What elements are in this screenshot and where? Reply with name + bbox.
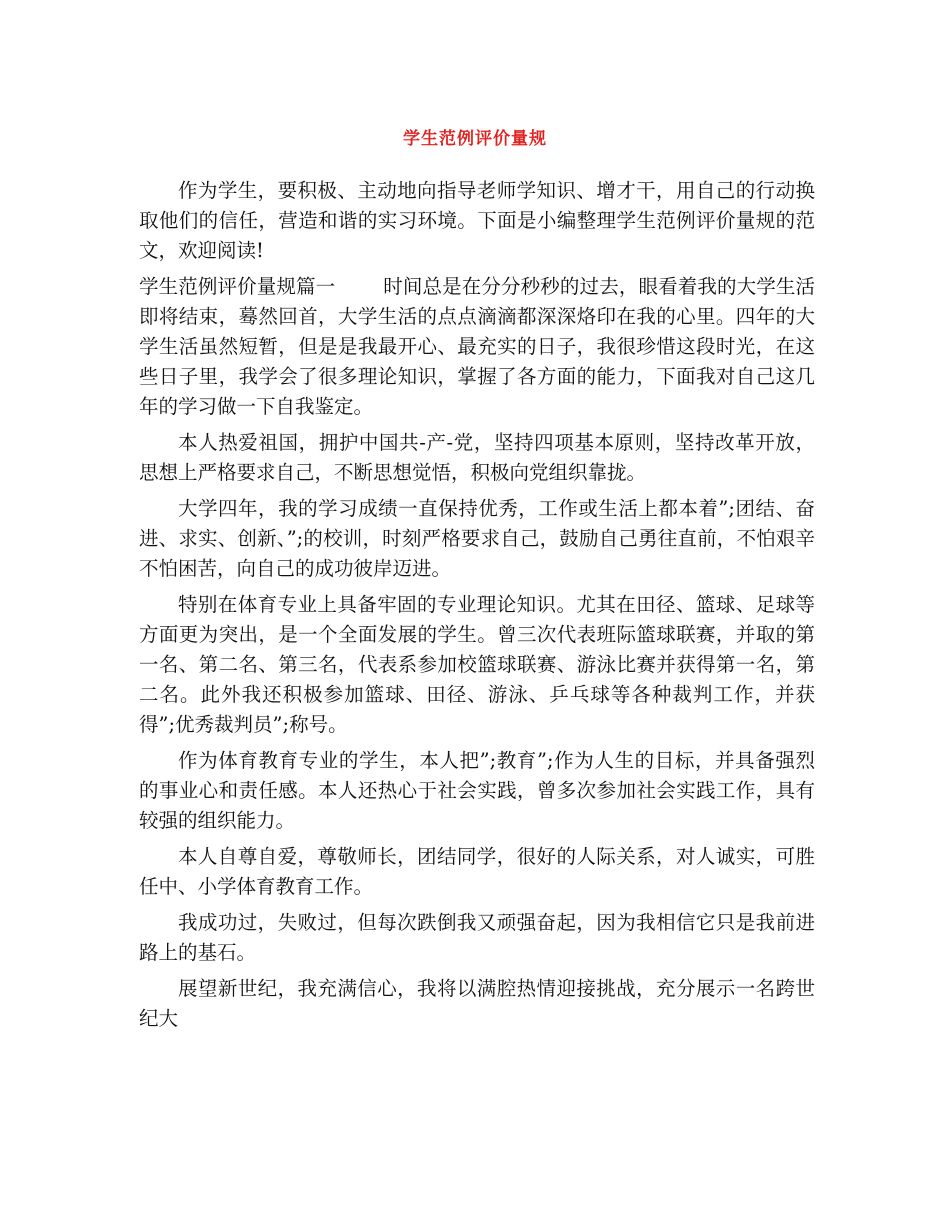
section-heading: 学生范例评价量规篇一 xyxy=(139,275,336,298)
section-text: 时间总是在分分秒秒的过去，眼看着我的大学生活即将结束，蓦然回首，大学生活的点点滴滴都深深烙印在我的心里。四年的大学生活虽然短暂，但是是我最开心、最充实的日子，我很珍惜这段时光，在这些日子里，我学会了很多理论知识，掌握了各方面的能力，下面我对自己这几年的学习做一下自我鉴定。 xyxy=(139,275,815,418)
body-paragraph: 特别在体育专业上具备牢固的专业理论知识。尤其在田径、篮球、足球等方面更为突出，是一个全面发展的学生。曾三次代表班际篮球联赛，并取的第一名、第二名、第三名，代表系参加校篮球联赛、游泳比赛并获得第一名，第二名。此外我还积极参加篮球、田径、游泳、乒乓球等各种裁判工作，并获得”;优秀裁判员”;称号。 xyxy=(139,593,815,736)
intro-paragraph: 作为学生，要积极、主动地向指导老师学知识、增才干，用自己的行动换取他们的信任，营造和谐的实习环境。下面是小编整理学生范例评价量规的范文，欢迎阅读! xyxy=(139,179,815,262)
body-paragraph: 我成功过，失败过，但每次跌倒我又顽强奋起，因为我相信它只是我前进路上的基石。 xyxy=(139,911,815,964)
body-paragraph: 作为体育教育专业的学生，本人把”;教育”;作为人生的目标，并具备强烈的事业心和责任感。本人还热心于社会实践，曾多次参加社会实践工作，具有较强的组织能力。 xyxy=(139,749,815,832)
document-title: 学生范例评价量规 xyxy=(403,129,547,149)
body-paragraph: 本人热爱祖国，拥护中国共-产-党，坚持四项基本原则，坚持改革开放，思想上严格要求自己，不断思想觉悟，积极向党组织靠拢。 xyxy=(139,431,815,484)
body-paragraph: 展望新世纪，我充满信心，我将以满腔热情迎接挑战，充分展示一名跨世纪大 xyxy=(139,977,815,1030)
body-paragraph: 本人自尊自爱，尊敬师长，团结同学，很好的人际关系，对人诚实，可胜任中、小学体育教育工作。 xyxy=(139,845,815,898)
document-body xyxy=(139,176,815,1040)
body-paragraph: 大学四年，我的学习成绩一直保持优秀，工作或生活上都本着”;团结、奋进、求实、创新、”;的校训，时刻严格要求自己，鼓励自己勇往直前，不怕艰辛不怕困苦，向自己的成功彼岸迈进。 xyxy=(139,497,815,580)
section-paragraph xyxy=(139,272,815,422)
